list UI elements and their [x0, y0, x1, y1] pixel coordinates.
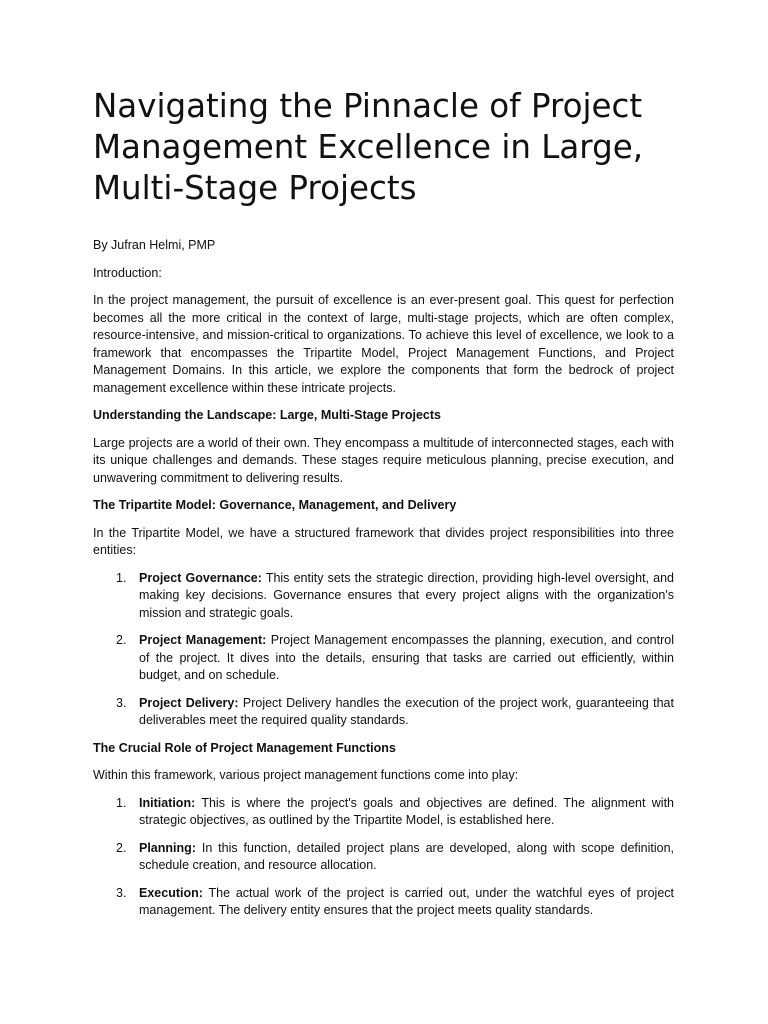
list-item	[93, 570, 674, 623]
section-paragraph-tripartite: In the Tripartite Model, we have a structured framework that divides project responsibilities into three entities:	[93, 525, 674, 557]
list-number: 2.	[116, 840, 127, 855]
list-term: Execution:	[139, 885, 203, 900]
list-number: 3.	[116, 695, 127, 710]
tripartite-list	[93, 570, 674, 730]
list-term: Initiation:	[139, 795, 196, 810]
byline: By Jufran Helmi, PMP	[93, 238, 216, 252]
list-term: Planning:	[139, 840, 196, 855]
list-text: Project Management encompasses the planning, execution, and control of the project. It dives into the details, ensuring that tasks are carried out efficiently, within budget, and on schedule.	[139, 633, 674, 682]
list-text: In this function, detailed project plans are developed, along with scope definition, schedule creation, and resource allocation.	[139, 840, 674, 872]
document-page	[93, 86, 674, 930]
list-term: Project Delivery:	[139, 695, 239, 710]
section-heading-tripartite: The Tripartite Model: Governance, Management, and Delivery	[93, 498, 457, 512]
document-title: Navigating the Pinnacle of Project Management Excellence in Large, Multi-Stage Projects	[93, 87, 644, 207]
list-number: 1.	[116, 795, 127, 810]
list-item	[93, 840, 674, 875]
list-item	[93, 632, 674, 685]
list-term: Project Management:	[139, 633, 267, 647]
intro-label: Introduction:	[93, 265, 162, 280]
list-text: Project Delivery handles the execution of the project work, guaranteeing that deliverables meet the required quality standards.	[139, 695, 674, 727]
section-heading-landscape: Understanding the Landscape: Large, Multi-Stage Projects	[93, 408, 441, 422]
list-text: The actual work of the project is carried out, under the watchful eyes of project management. The delivery entity ensures that the project meets quality standards.	[139, 885, 674, 917]
list-item	[93, 795, 674, 830]
intro-paragraph: In the project management, the pursuit of excellence is an ever-present goal. This quest for perfection becomes all the more critical in the context of large, multi-stage projects, which are often complex, resource-intensive, and mission-critical to organizations. To achieve this level of excellence, we look to a framework that encompasses the Tripartite Model, Project Management Functions, and Project Management Domains. In this article, we explore the components that form the bedrock of project management excellence within these intricate projects.	[93, 293, 674, 395]
list-number: 2.	[116, 633, 127, 647]
list-item	[93, 695, 674, 730]
list-number: 3.	[116, 885, 127, 900]
list-number: 1.	[116, 570, 127, 585]
list-term: Project Governance:	[139, 570, 262, 585]
section-paragraph-landscape: Large projects are a world of their own. They encompass a multitude of interconnected stages, each with its unique challenges and demands. These stages require meticulous planning, precise execution, and unwavering commitment to delivering results.	[93, 435, 674, 485]
functions-list	[93, 795, 674, 920]
section-heading-functions: The Crucial Role of Project Management Functions	[93, 740, 396, 755]
list-text: This is where the project's goals and objectives are defined. The alignment with strategic objectives, as outlined by the Tripartite Model, is established here.	[139, 795, 674, 827]
section-paragraph-functions: Within this framework, various project management functions come into play:	[93, 768, 519, 782]
list-text: This entity sets the strategic direction, providing high-level oversight, and making key decisions. Governance ensures that every project aligns with the organization's mission and strategic goals.	[139, 570, 674, 620]
list-item	[93, 885, 674, 920]
